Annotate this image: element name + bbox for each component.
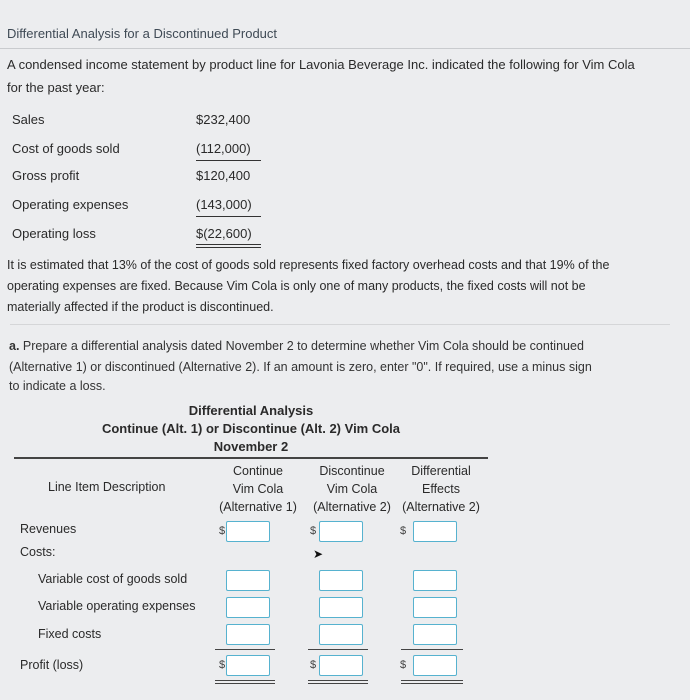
revenues-diff-dollar: $ bbox=[400, 525, 407, 537]
variable-cogs-label: Variable cost of goods sold bbox=[38, 572, 188, 586]
operating-loss-label: Operating loss bbox=[12, 226, 96, 241]
profit-loss-label: Profit (loss) bbox=[20, 658, 84, 672]
profit-diff-dollar: $ bbox=[400, 659, 407, 671]
estimate-line-2: operating expenses are fixed. Because Vim Cola is only one of many products, the fixed costs will not be bbox=[7, 279, 586, 293]
profit-alt1-input[interactable] bbox=[226, 655, 270, 676]
profit-diff-input[interactable] bbox=[413, 655, 457, 676]
variable-cogs-alt2-input[interactable] bbox=[319, 570, 363, 591]
profit-alt1-dollar: $ bbox=[219, 659, 226, 671]
profit-alt2-double-underline bbox=[308, 680, 368, 684]
col-discontinue-l3: (Alternative 2) bbox=[313, 500, 391, 514]
operating-expenses-label: Operating expenses bbox=[12, 197, 129, 212]
variable-opex-diff-input[interactable] bbox=[413, 597, 457, 618]
variable-cogs-diff-input[interactable] bbox=[413, 570, 457, 591]
fixed-costs-diff-input[interactable] bbox=[413, 624, 457, 645]
estimate-line-1: It is estimated that 13% of the cost of goods sold represents fixed factory overhead costs and that 19% of the bbox=[7, 258, 610, 272]
fixed-costs-alt1-input[interactable] bbox=[226, 624, 270, 645]
question-line-2: (Alternative 1) or discontinued (Alternative 2). If an amount is zero, enter "0". If required, use a minus sign bbox=[9, 360, 592, 374]
profit-diff-double-underline bbox=[401, 680, 463, 684]
revenues-alt2-input[interactable] bbox=[319, 521, 363, 542]
profit-alt2-dollar: $ bbox=[310, 659, 317, 671]
operating-expenses-amount: (143,000) bbox=[196, 197, 252, 212]
col-continue-l3: (Alternative 1) bbox=[219, 500, 297, 514]
revenues-diff-input[interactable] bbox=[413, 521, 457, 542]
section-divider bbox=[10, 324, 670, 325]
col-differential-l2: Effects bbox=[422, 482, 460, 496]
col-continue-l2: Vim Cola bbox=[232, 482, 284, 496]
col-discontinue-l1: Discontinue bbox=[319, 464, 385, 478]
operating-loss-amount: $(22,600) bbox=[196, 226, 252, 241]
estimate-line-3: materially affected if the product is discontinued. bbox=[7, 300, 274, 314]
cogs-underline bbox=[196, 160, 261, 161]
sales-label: Sales bbox=[12, 112, 45, 127]
variable-opex-alt2-input[interactable] bbox=[319, 597, 363, 618]
question-marker: a. bbox=[9, 339, 20, 353]
profit-alt2-input[interactable] bbox=[319, 655, 363, 676]
gross-profit-amount: $120,400 bbox=[196, 168, 251, 183]
question-line-3: to indicate a loss. bbox=[9, 379, 106, 393]
fixed-costs-alt1-underline bbox=[215, 649, 275, 650]
col-discontinue-l2: Vim Cola bbox=[326, 482, 378, 496]
fixed-costs-label: Fixed costs bbox=[38, 627, 102, 641]
operating-loss-double-underline bbox=[196, 244, 261, 248]
intro-line-2: for the past year: bbox=[7, 80, 105, 95]
fixed-costs-alt2-input[interactable] bbox=[319, 624, 363, 645]
question-text-1: Prepare a differential analysis dated November 2 to determine whether Vim Cola should be continued bbox=[19, 339, 584, 353]
operating-expenses-underline bbox=[196, 216, 261, 217]
col-continue-header bbox=[219, 462, 297, 516]
cogs-label: Cost of goods sold bbox=[12, 141, 120, 156]
gross-profit-label: Gross profit bbox=[12, 168, 80, 183]
revenues-alt1-dollar: $ bbox=[219, 525, 226, 537]
question-line-1 bbox=[9, 336, 584, 357]
revenues-label: Revenues bbox=[20, 522, 77, 536]
col-differential-l3: (Alternative 2) bbox=[402, 500, 480, 514]
variable-opex-alt1-input[interactable] bbox=[226, 597, 270, 618]
revenues-alt1-input[interactable] bbox=[226, 521, 270, 542]
line-item-header: Line Item Description bbox=[48, 480, 166, 494]
analysis-heading-2: Continue (Alt. 1) or Discontinue (Alt. 2) Vim Cola bbox=[101, 421, 401, 436]
page-title: Differential Analysis for a Discontinued Product bbox=[7, 26, 278, 41]
analysis-heading-3: November 2 bbox=[213, 439, 289, 454]
variable-cogs-alt1-input[interactable] bbox=[226, 570, 270, 591]
col-discontinue-header bbox=[313, 462, 391, 516]
cogs-amount: (112,000) bbox=[196, 141, 251, 156]
profit-alt1-double-underline bbox=[215, 680, 275, 684]
intro-line-1: A condensed income statement by product line for Lavonia Beverage Inc. indicated the following for Vim Cola bbox=[7, 57, 635, 72]
col-continue-l1: Continue bbox=[232, 464, 284, 478]
col-differential-header bbox=[402, 462, 480, 516]
variable-opex-label: Variable operating expenses bbox=[38, 599, 196, 613]
sales-amount: $232,400 bbox=[196, 112, 251, 127]
revenues-alt2-dollar: $ bbox=[310, 525, 317, 537]
table-top-rule bbox=[14, 457, 488, 459]
fixed-costs-diff-underline bbox=[401, 649, 463, 650]
analysis-heading-1: Differential Analysis bbox=[188, 403, 314, 418]
cursor-arrow-icon: ➤ bbox=[313, 547, 324, 561]
title-divider bbox=[0, 48, 690, 49]
costs-label: Costs: bbox=[20, 545, 56, 559]
fixed-costs-alt2-underline bbox=[308, 649, 368, 650]
col-differential-l1: Differential bbox=[411, 464, 471, 478]
